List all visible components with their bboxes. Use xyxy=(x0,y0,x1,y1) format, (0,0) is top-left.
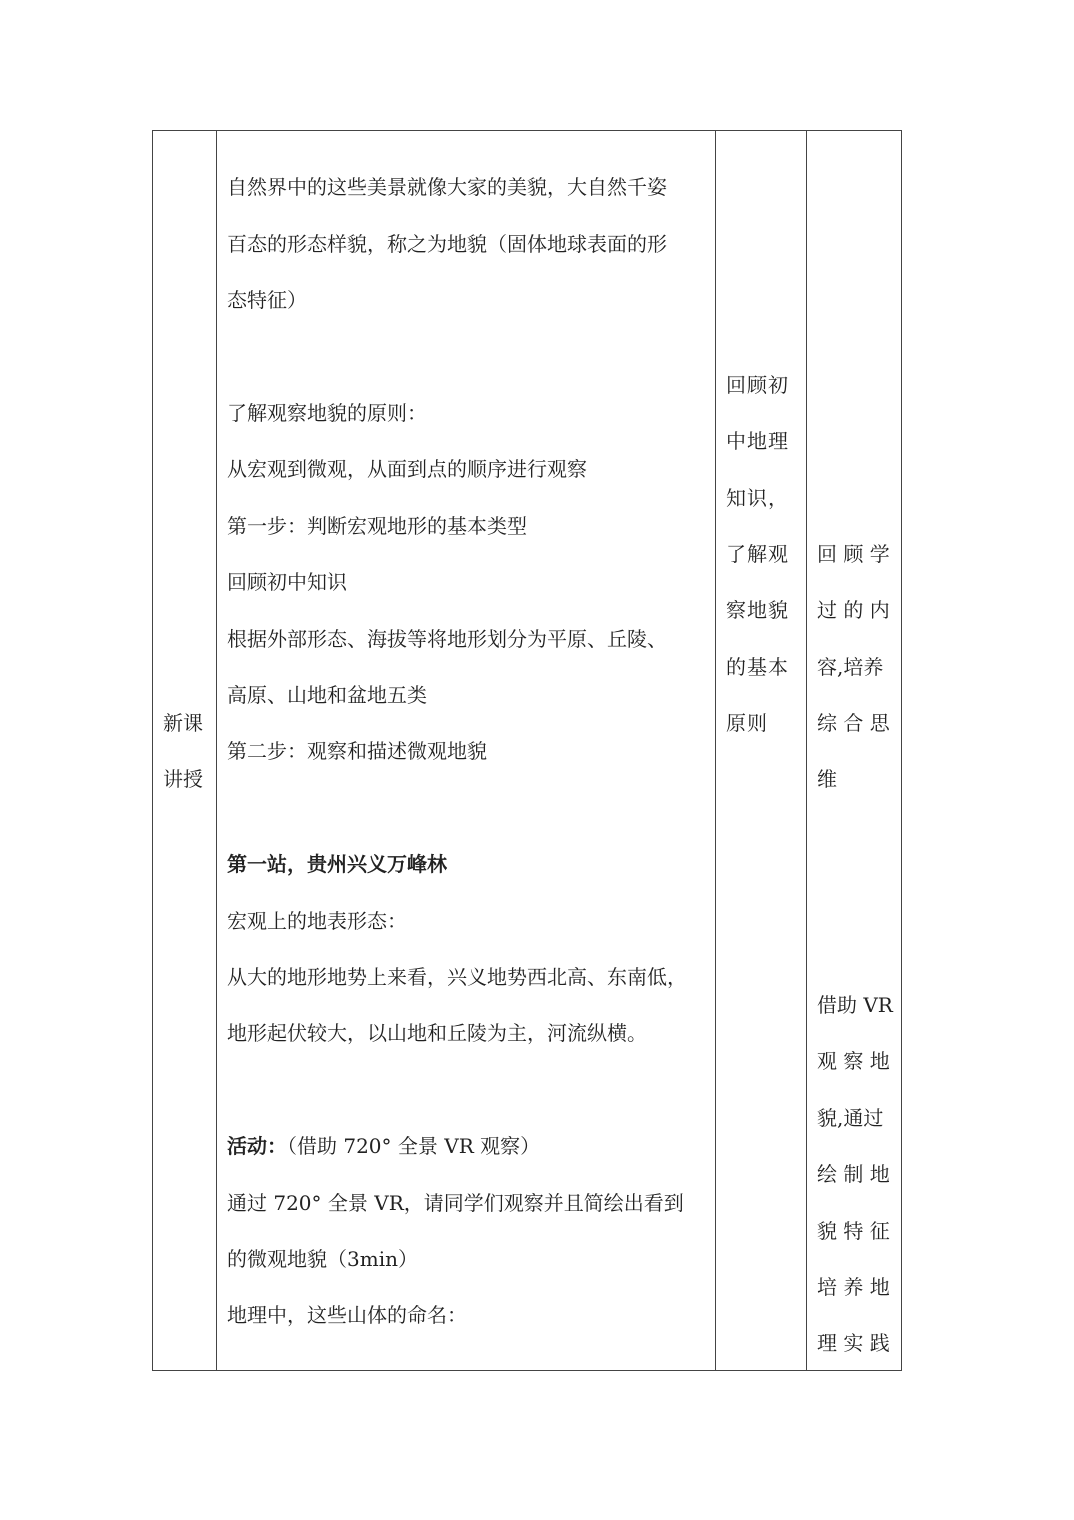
content-line: 高原、山地和盆地五类 xyxy=(227,683,427,707)
content-line: 从宏观到微观，从面到点的顺序进行观察 xyxy=(227,457,587,481)
activity-text: 了解观 xyxy=(726,542,789,566)
intent-text: 理 实 践 xyxy=(817,1331,890,1355)
intent-text: 貌,通过 xyxy=(817,1106,884,1130)
intent-text: 绘 制 地 xyxy=(817,1162,890,1186)
content-line: 宏观上的地表形态： xyxy=(227,909,407,933)
activity-label: 活动： xyxy=(227,1134,287,1158)
intent-text: 借助 VR xyxy=(817,993,893,1017)
content-cell xyxy=(227,131,713,1370)
stage-label: 新课 xyxy=(163,711,203,735)
content-line: 回顾初中知识 xyxy=(227,570,347,594)
lesson-plan-table xyxy=(152,130,902,1371)
content-line: 百态的形态样貌，称之为地貌（固体地球表面的形 xyxy=(227,232,667,256)
content-line: 地理中，这些山体的命名： xyxy=(227,1303,467,1327)
intent-text: 容,培养 xyxy=(817,655,884,679)
design-intent-cell xyxy=(817,131,901,1370)
activity-text: 知识， xyxy=(726,486,789,510)
stage-label: 讲授 xyxy=(163,767,203,791)
student-activity-cell xyxy=(726,131,806,1370)
column-divider xyxy=(806,131,807,1370)
activity-note: （借助 720° 全景 VR 观察） xyxy=(287,1134,541,1158)
activity-text: 中地理 xyxy=(726,429,789,453)
intent-text: 回 顾 学 xyxy=(817,542,890,566)
content-line: 的微观地貌（3min） xyxy=(227,1247,418,1271)
intent-text: 综 合 思 xyxy=(817,711,890,735)
content-line: 从大的地形地势上来看，兴义地势西北高、东南低， xyxy=(227,965,687,989)
stage-cell xyxy=(153,131,216,1370)
intent-text: 貌 特 征 xyxy=(817,1219,890,1243)
activity-text: 的基本 xyxy=(726,655,789,679)
content-line: 第一步：判断宏观地形的基本类型 xyxy=(227,514,527,538)
content-line: 通过 720° 全景 VR，请同学们观察并且简绘出看到 xyxy=(227,1191,684,1215)
station-heading: 第一站，贵州兴义万峰林 xyxy=(227,852,447,876)
intent-text: 过 的 内 xyxy=(817,598,890,622)
activity-text: 察地貌 xyxy=(726,598,789,622)
activity-text: 回顾初 xyxy=(726,373,789,397)
content-line: 态特征） xyxy=(227,288,307,312)
intent-text: 观 察 地 xyxy=(817,1049,890,1073)
intent-text: 培 养 地 xyxy=(817,1275,890,1299)
activity-text: 原则 xyxy=(726,711,768,735)
intent-text: 维 xyxy=(817,767,837,791)
content-line: 自然界中的这些美景就像大家的美貌，大自然千姿 xyxy=(227,175,667,199)
column-divider xyxy=(216,131,217,1370)
content-line: 地形起伏较大，以山地和丘陵为主，河流纵横。 xyxy=(227,1021,647,1045)
content-line: 第二步：观察和描述微观地貌 xyxy=(227,739,487,763)
column-divider xyxy=(715,131,716,1370)
content-line: 了解观察地貌的原则： xyxy=(227,401,427,425)
activity-line xyxy=(227,1136,540,1156)
content-line: 根据外部形态、海拔等将地形划分为平原、丘陵、 xyxy=(227,627,667,651)
